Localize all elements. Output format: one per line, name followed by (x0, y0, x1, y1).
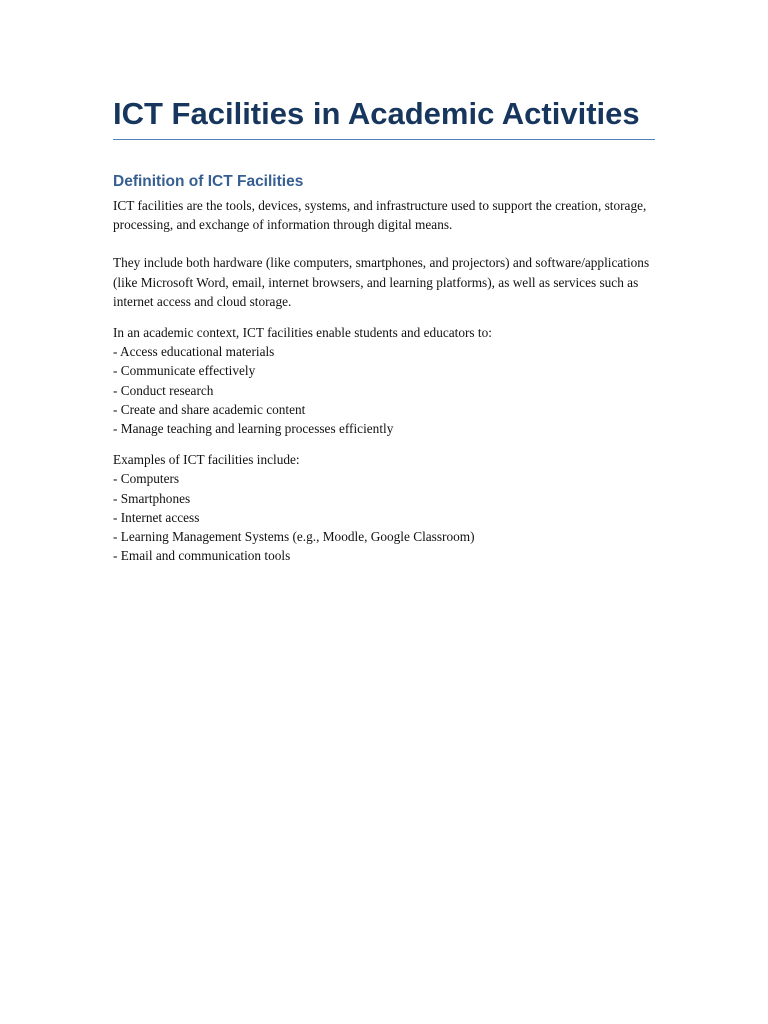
list-item: - Conduct research (113, 382, 214, 398)
definition-paragraph: ICT facilities are the tools, devices, systems, and infrastructure used to support the creation, storage, processing, and exchange of information through digital means. (113, 198, 647, 233)
examples-intro: Examples of ICT facilities include: (113, 452, 300, 468)
list-item: - Computers (113, 471, 180, 487)
list-item: - Communicate effectively (113, 363, 256, 379)
list-item: - Email and communication tools (113, 548, 291, 564)
list-item: - Internet access (113, 509, 200, 525)
list-item: - Smartphones (113, 490, 191, 506)
examples-block (113, 450, 655, 565)
section-heading: Definition of ICT Facilities (113, 173, 304, 190)
academic-context-intro: In an academic context, ICT facilities enable students and educators to: (113, 325, 492, 341)
list-item: - Learning Management Systems (e.g., Moodle, Google Classroom) (113, 529, 475, 545)
list-item: - Create and share academic content (113, 401, 306, 417)
hardware-software-paragraph: They include both hardware (like computers, smartphones, and projectors) and software/applications (like Microsoft Word, email, internet browsers, and learning platforms), as well as services such as internet access and cloud storage. (113, 255, 650, 309)
document-title: ICT Facilities in Academic Activities (113, 96, 655, 140)
academic-context-block (113, 323, 655, 438)
list-item: - Access educational materials (113, 344, 275, 360)
list-item: - Manage teaching and learning processes efficiently (113, 421, 394, 437)
document-page (113, 96, 655, 565)
